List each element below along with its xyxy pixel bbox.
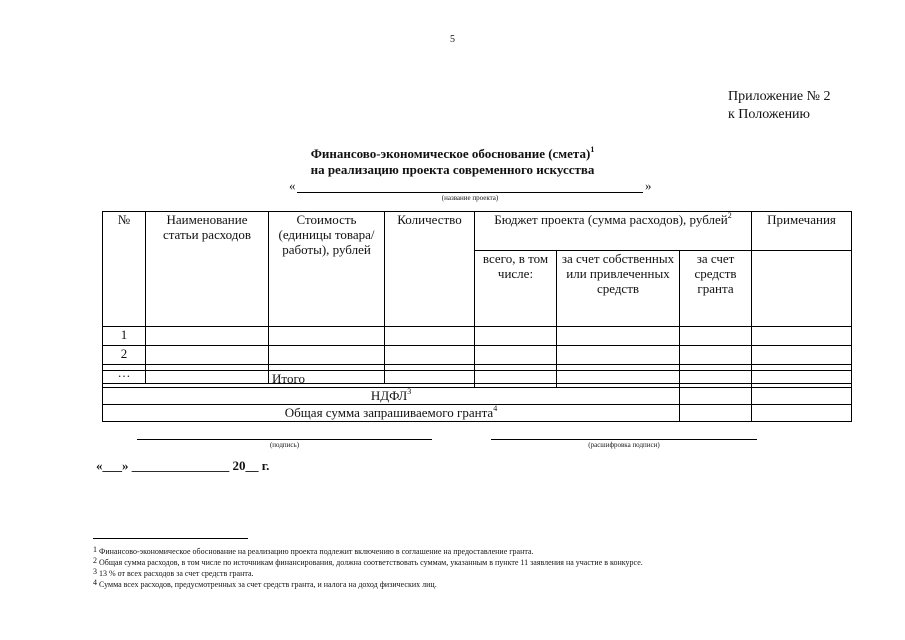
- header-budget: [475, 212, 752, 251]
- row-number: …: [103, 364, 146, 383]
- table-cell: [557, 326, 680, 345]
- table-cell: [752, 371, 852, 388]
- budget-table: [102, 211, 852, 384]
- title-line-1: Финансово-экономическое обоснование (смета): [310, 146, 591, 161]
- table-row: [103, 345, 852, 364]
- header-num: №: [103, 212, 146, 327]
- table-cell: [269, 326, 385, 345]
- table-cell: [475, 326, 557, 345]
- appendix-reference: [728, 88, 831, 124]
- table-cell: [680, 388, 752, 405]
- footnote-text: Финансово-экономическое обоснование на реализацию проекта подлежит включению в соглашение на предоставление гранта.: [99, 547, 534, 556]
- grant-total-footnote-mark: 4: [493, 404, 498, 413]
- table-cell: [752, 326, 852, 345]
- signature-caption: (подпись): [269, 441, 300, 449]
- footnote-text: 13 % от всех расходов за счет средств гранта.: [99, 569, 254, 578]
- table-cell: [269, 345, 385, 364]
- footnotes: [93, 546, 873, 590]
- page-number: 5: [450, 34, 455, 45]
- signature-decode-line: [491, 439, 757, 440]
- header-notes: Примечания: [752, 212, 852, 251]
- table-cell: [680, 405, 752, 422]
- header-notes-sub: [752, 251, 852, 326]
- ndfl-label: НДФЛ: [370, 388, 408, 403]
- header-expense-name: Наименование статьи расходов: [146, 212, 269, 327]
- ndfl-label-cell: [103, 388, 680, 405]
- grant-total-row: [103, 405, 852, 422]
- row-number: 1: [103, 326, 146, 345]
- signature-line: [137, 439, 432, 440]
- document-subtitle: на реализацию проекта современного искусства: [310, 162, 595, 177]
- footnote-4: [93, 579, 873, 590]
- table-cell: [752, 345, 852, 364]
- date-day: «___»: [96, 458, 129, 473]
- footnote-text: Общая сумма расходов, в том числе по источникам финансирования, должна соответствовать суммам, указанным в пункте 11 заявления на участие в конкурсе.: [99, 558, 643, 567]
- table-cell: [146, 326, 269, 345]
- table-cell: [557, 371, 680, 388]
- ndfl-row: [103, 388, 852, 405]
- footnote-mark: 1: [93, 545, 97, 554]
- appendix-line-2: к Положению: [728, 107, 811, 122]
- row-number: 2: [103, 345, 146, 364]
- date-month: _______________: [131, 458, 230, 473]
- project-name-line: [297, 192, 643, 193]
- totals-table: [102, 370, 852, 422]
- table-cell: [475, 345, 557, 364]
- quote-open: «: [289, 178, 296, 193]
- footnote-1: [93, 546, 873, 557]
- footnote-mark: 4: [93, 578, 97, 587]
- document-title: [0, 146, 905, 162]
- table-cell: [146, 345, 269, 364]
- header-budget-text: Бюджет проекта (сумма расходов), рублей: [494, 212, 728, 227]
- header-budget-footnote-mark: 2: [727, 211, 732, 220]
- table-cell: [680, 345, 752, 364]
- ndfl-footnote-mark: 3: [407, 387, 412, 396]
- table-cell: [752, 388, 852, 405]
- table-cell: [752, 405, 852, 422]
- footnote-2: [93, 557, 873, 568]
- table-cell: [475, 371, 557, 388]
- header-grant-funds: за счет средств гранта: [680, 251, 752, 326]
- signature-decode-caption: (расшифровка подписи): [588, 441, 660, 449]
- table-cell: [680, 371, 752, 388]
- grant-total-label-cell: [103, 405, 680, 422]
- quote-close: »: [645, 178, 652, 193]
- footnote-separator: [93, 538, 248, 539]
- table-cell: [557, 345, 680, 364]
- table-cell: [385, 345, 475, 364]
- grant-total-label: Общая сумма запрашиваемого гранта: [284, 405, 494, 420]
- project-name-caption: (название проекта): [441, 194, 499, 202]
- date-line: [96, 458, 269, 474]
- footnote-mark: 3: [93, 567, 97, 576]
- total-label: Итого: [103, 371, 475, 388]
- date-year: 20__ г.: [232, 458, 270, 473]
- total-row: [103, 371, 852, 388]
- header-unit-cost: Стоимость (единицы товара/работы), рублей: [269, 212, 385, 327]
- footnote-3: [93, 568, 873, 579]
- header-total-including: всего, в том числе:: [475, 251, 557, 326]
- title-footnote-mark: 1: [590, 145, 595, 154]
- table-row: [103, 326, 852, 345]
- footnote-text: Сумма всех расходов, предусмотренных за счет средств гранта, и налога на доход физических лиц.: [99, 580, 437, 589]
- footnote-mark: 2: [93, 556, 97, 565]
- header-quantity: Количество: [385, 212, 475, 327]
- table-cell: [680, 326, 752, 345]
- appendix-line-1: Приложение № 2: [728, 89, 831, 104]
- header-own-funds: за счет собственных или привлеченных средств: [557, 251, 680, 326]
- table-cell: [385, 326, 475, 345]
